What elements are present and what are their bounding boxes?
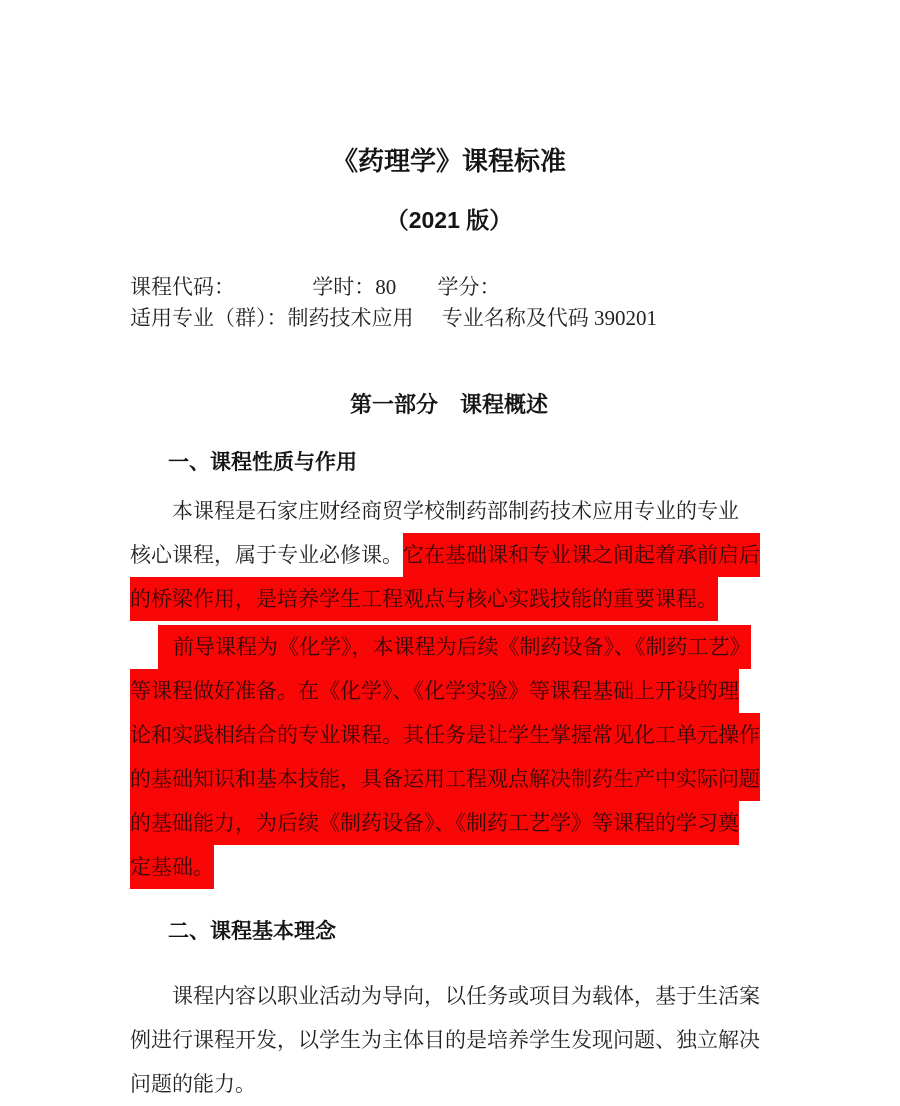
text-line — [130, 533, 768, 577]
highlighted-text: 论和实践相结合的专业课程。其任务是让学生掌握常见化工单元操作 — [130, 713, 760, 757]
part1-heading: 第一部分 课程概述 — [349, 392, 548, 417]
text-line — [130, 974, 768, 1018]
paragraph-course-nature — [130, 489, 768, 621]
paragraph-preceding-courses — [130, 625, 768, 889]
text-line — [130, 669, 768, 713]
highlighted-text: 它在基础课和专业课之间起着承前启后 — [403, 533, 760, 577]
major-name-code: 专业名称及代码 390201 — [441, 306, 657, 330]
first-line-indent — [130, 489, 172, 533]
course-credits: 学分： — [437, 275, 501, 299]
highlighted-text: 的桥梁作用，是培养学生工程观点与核心实践技能的重要课程。 — [130, 577, 718, 621]
text-line — [130, 801, 768, 845]
highlighted-text: 定基础。 — [130, 845, 214, 889]
first-line-indent — [130, 974, 172, 1018]
meta-line-2 — [130, 303, 768, 334]
course-code-label: 课程代码： — [130, 275, 235, 299]
course-meta — [130, 272, 768, 334]
text-line — [130, 757, 768, 801]
section1-heading: 一、课程性质与作用 — [168, 451, 357, 474]
course-hours: 学时：80 — [312, 275, 397, 299]
text-line — [130, 845, 768, 889]
highlighted-text: 的基础知识和基本技能，具备运用工程观点解决制药生产中实际问题 — [130, 757, 760, 801]
text-line — [130, 625, 768, 669]
highlighted-text: 等课程做好准备。在《化学》、《化学实验》等课程基础上开设的理 — [130, 669, 739, 713]
text-line — [130, 1018, 768, 1062]
highlighted-text: 前导课程为《化学》，本课程为后续《制药设备》、《制药工艺》 — [158, 625, 751, 669]
text-line — [130, 713, 768, 757]
section2-heading: 二、课程基本理念 — [168, 920, 336, 943]
body-text: 问题的能力。 — [130, 1072, 256, 1096]
body-text: 本课程是石家庄财经商贸学校制药部制药技术应用专业的专业 — [172, 499, 739, 523]
text-line — [130, 1062, 768, 1106]
text-line — [130, 577, 768, 621]
document-title: 《药理学》课程标准 — [331, 146, 566, 176]
body-text: 例进行课程开发，以学生为主体目的是培养学生发现问题、独立解决 — [130, 1028, 760, 1052]
body-text: 核心课程，属于专业必修课。 — [130, 543, 403, 567]
applicable-major: 适用专业（群）：制药技术应用 — [130, 306, 414, 330]
first-line-indent — [130, 625, 158, 669]
text-line — [130, 489, 768, 533]
body-text: 课程内容以职业活动为导向，以任务或项目为载体，基于生活案 — [172, 984, 760, 1008]
paragraph-course-concept — [130, 974, 768, 1106]
document-edition: （2021 版） — [385, 207, 513, 233]
meta-line-1 — [130, 272, 768, 303]
highlighted-text: 的基础能力，为后续《制药设备》、《制药工艺学》等课程的学习奠 — [130, 801, 739, 845]
